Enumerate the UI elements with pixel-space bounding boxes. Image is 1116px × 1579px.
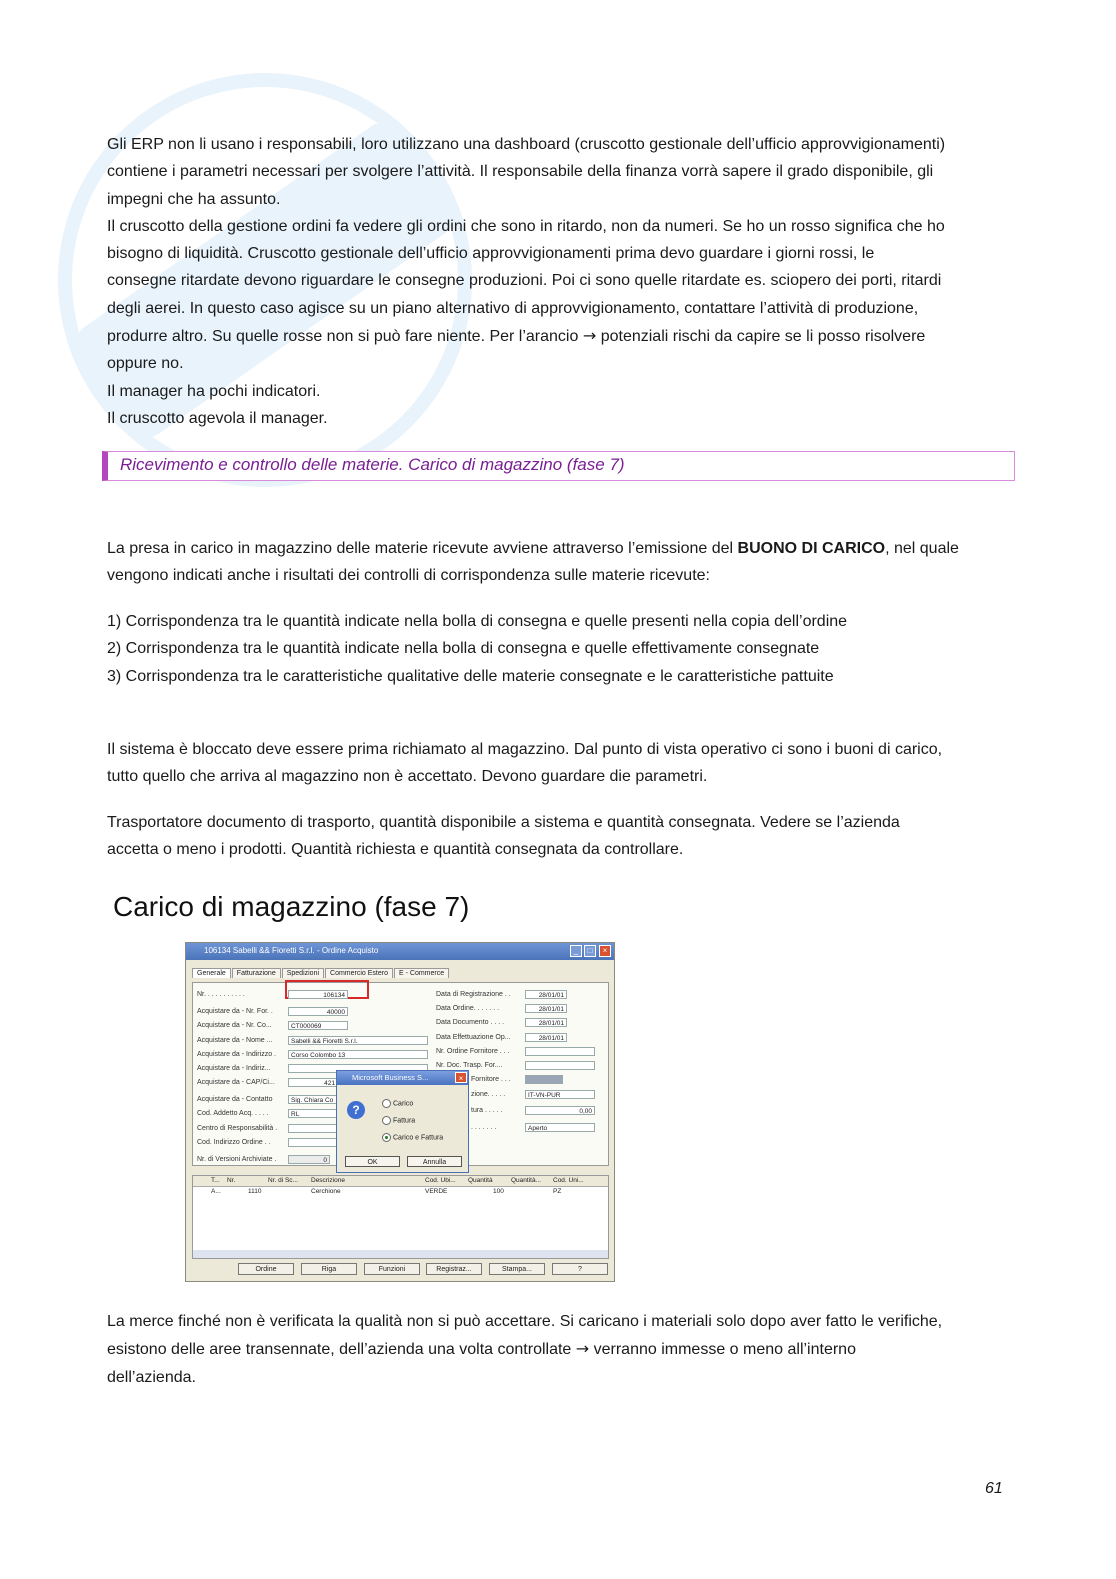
- text-line: tutto quello che arriva al magazzino non è accettato. Devono guardare die parametri.: [107, 768, 708, 786]
- column-header: T...: [211, 1177, 220, 1184]
- field-label: . . . . . . .: [471, 1124, 497, 1131]
- field-label: Data Effettuazione Op...: [436, 1034, 511, 1041]
- status-field: Aperto: [525, 1123, 595, 1132]
- field-label: Acquistare da - Indirizzo .: [197, 1051, 276, 1058]
- text-line: [107, 322, 1007, 350]
- order-number-field: 106134: [288, 990, 348, 999]
- field-label: Nr. Ordine Fornitore . . .: [436, 1048, 510, 1055]
- text-line: Il cruscotto agevola il manager.: [107, 409, 328, 427]
- tab-generale: Generale: [192, 968, 231, 978]
- table-cell: 1110: [248, 1188, 262, 1195]
- dialog-title: Microsoft Business S...: [352, 1073, 429, 1082]
- text-segment: verranno immesse o meno all’interno: [593, 1341, 856, 1359]
- registration-date-field: 28/01/01: [525, 990, 567, 999]
- window-titlebar: [186, 943, 614, 960]
- vendor-order-field: [525, 1047, 595, 1056]
- field-label: Fornitore . . .: [471, 1076, 511, 1083]
- field-label: Acquistare da - Indiriz...: [197, 1065, 271, 1072]
- text-line: Il cruscotto della gestione ordini fa vedere gli ordini che sono in ritardo, non da numeri. Se ho un rosso significa che ho: [107, 217, 945, 235]
- field-label: Acquistare da - CAP/Ci...: [197, 1079, 275, 1086]
- address-field: Corso Colombo 13: [288, 1050, 428, 1059]
- text-line: contiene i parametri necessari per svolgere l’attività. Il responsabile della finanza vorrà sapere il grado disponibile, gli: [107, 163, 934, 181]
- arrow-icon: →: [575, 1339, 590, 1359]
- table-cell: 100: [493, 1188, 504, 1195]
- tab-commercio-estero: Commercio Estero: [325, 968, 393, 978]
- order-date-field: 28/01/01: [525, 1004, 567, 1013]
- ok-button: OK: [345, 1156, 400, 1167]
- text-line: consegne ritardate devono riguardare le consegne produzioni. Poi ci sono quelle ritardate es. sciopero dei porti, ritardi: [107, 272, 942, 290]
- transport-doc-field: [525, 1061, 595, 1070]
- help-button: ?: [552, 1263, 608, 1275]
- horizontal-scrollbar: [193, 1250, 608, 1258]
- list-item: 2) Corrispondenza tra le quantità indicate nella bolla di consegna e quelle effettivamente consegnate: [107, 640, 820, 658]
- page-number: 61: [985, 1480, 1003, 1497]
- field-label: Data Documento . . . .: [436, 1019, 505, 1026]
- field-label: Nr. di Versioni Archiviate .: [197, 1156, 277, 1163]
- column-header: Quantità: [468, 1177, 493, 1184]
- dialog-close-icon: ×: [455, 1072, 467, 1083]
- invoice-amount-field: 0,00: [525, 1106, 595, 1115]
- text-line: dell’azienda.: [107, 1368, 196, 1386]
- arrow-icon: →: [582, 326, 597, 346]
- dialog-titlebar: [337, 1071, 468, 1085]
- column-header: Descrizione: [311, 1177, 345, 1184]
- text-line: Il sistema è bloccato deve essere prima richiamato al magazzino. Dal punto di vista operativo ci sono i buoni di carico,: [107, 741, 943, 758]
- column-header: Nr.: [227, 1177, 236, 1184]
- text-line: accetta o meno i prodotti. Quantità richiesta e quantità consegnata da controllare.: [107, 841, 684, 859]
- contact-field: Sig. Chiara Co: [288, 1095, 338, 1104]
- field-label: Centro di Responsabilità .: [197, 1125, 278, 1132]
- close-icon: ×: [599, 945, 611, 957]
- trasporto-paragraph: [107, 809, 1007, 864]
- text-line: Gli ERP non li usano i responsabili, loro utilizzano una dashboard (cruscotto gestionale dell’ufficio approvvigionamenti): [107, 136, 946, 153]
- text-line: La merce finché non è verificata la qualità non si può accettare. Si caricano i materiali solo dopo aver fatto le verifiche,: [107, 1313, 943, 1330]
- document-date-field: 28/01/01: [525, 1018, 567, 1027]
- question-icon: ?: [347, 1101, 365, 1119]
- field-label: Acquistare da - Nome ...: [197, 1037, 273, 1044]
- text-segment: La presa in carico in magazzino delle materie ricevute avviene attraverso l’emissione del: [107, 540, 738, 557]
- print-button: Stampa...: [489, 1263, 545, 1275]
- table-cell: Cerchione: [311, 1188, 341, 1195]
- column-header: Quantità...: [511, 1177, 541, 1184]
- tab-spedizioni: Spedizioni: [282, 968, 324, 978]
- list-item: 1) Corrispondenza tra le quantità indicate nella bolla di consegna e quelle presenti nella copia dell’ordine: [107, 613, 848, 630]
- option-fattura: [382, 1116, 415, 1125]
- slide-title: Carico di magazzino (fase 7): [113, 891, 470, 922]
- list-item: 3) Corrispondenza tra le caratteristiche qualitative delle materie consegnate e le caratteristiche pattuite: [107, 667, 834, 685]
- order-address-field: [288, 1138, 338, 1147]
- functions-menu-button: Funzioni: [364, 1263, 420, 1275]
- column-header: Cod. Ubi...: [425, 1177, 456, 1184]
- order-menu-button: Ordine: [238, 1263, 294, 1275]
- text-line: degli aerei. In questo caso agisce su un piano alternativo di approvvigionamento, contattare l’attività di produzione,: [107, 299, 919, 317]
- contact-number-field: CT000069: [288, 1021, 348, 1030]
- field-label: Acquistare da - Contatto: [197, 1096, 273, 1103]
- text-line: Il manager ha pochi indicatori.: [107, 382, 321, 400]
- field-label: tura . . . . .: [471, 1107, 503, 1114]
- posting-group-field: IT-VN-PUR: [525, 1090, 595, 1099]
- text-line: Trasportatore documento di trasporto, quantità disponibile a sistema e quantità consegnata. Vedere se l’azienda: [107, 814, 900, 831]
- tab-e-commerce: E - Commerce: [394, 968, 449, 978]
- correspondence-list: [107, 608, 1007, 690]
- responsibility-center-field: [288, 1124, 338, 1133]
- operation-date-field: 28/01/01: [525, 1033, 567, 1042]
- vendor-name-field: Sabelli && Fioretti S.r.l.: [288, 1036, 428, 1045]
- table-cell: VERDE: [425, 1188, 448, 1195]
- row-menu-button: Riga: [301, 1263, 357, 1275]
- text-line: impegni che ha assunto.: [107, 190, 281, 208]
- minimize-icon: _: [570, 945, 582, 957]
- field-label: Acquistare da - Nr. For. .: [197, 1008, 273, 1015]
- option-carico: [382, 1099, 413, 1108]
- text-line: vengono indicati anche i risultati dei controlli di corrispondenza sulle materie ricevute:: [107, 567, 710, 585]
- table-cell: A...: [211, 1188, 221, 1195]
- option-carico-e-fattura: [382, 1133, 443, 1142]
- text-segment: esistono delle aree transennate, dell’azienda una volta controllate: [107, 1341, 572, 1359]
- column-header: Nr. di Sc...: [268, 1177, 298, 1184]
- posting-dialog: [336, 1070, 469, 1173]
- field-label: Cod. Indirizzo Ordine . .: [197, 1139, 271, 1146]
- buono-paragraph: [107, 535, 1007, 590]
- field-label: Nr. Doc. Trasp. For....: [436, 1062, 503, 1069]
- final-paragraph: [107, 1308, 1007, 1391]
- option-label: Carico: [393, 1100, 414, 1108]
- text-segment: produrre altro. Su quelle rosse non si può fare niente. Per l’arancio: [107, 328, 579, 346]
- text-segment: , nel quale: [885, 540, 959, 557]
- cancel-button: Annulla: [407, 1156, 462, 1167]
- column-header: Cod. Uni...: [553, 1177, 584, 1184]
- field-label: zione. . . . .: [471, 1091, 506, 1098]
- option-label: Fattura: [393, 1117, 416, 1125]
- text-line: oppure no.: [107, 355, 184, 373]
- vendor-number-field: 40000: [288, 1007, 348, 1016]
- vendor-field: [525, 1075, 563, 1084]
- field-label: Data di Registrazione . .: [436, 991, 511, 998]
- option-label: Carico e Fattura: [393, 1134, 444, 1142]
- tab-fatturazione: Fatturazione: [232, 968, 281, 978]
- section-heading-text: Ricevimento e controllo delle materie. Carico di magazzino (fase 7): [120, 455, 625, 474]
- text-segment: potenziali rischi da capire se li posso risolvere: [600, 328, 926, 346]
- grid-header: [193, 1176, 608, 1187]
- text-line: [107, 1335, 1007, 1363]
- order-lines-grid: [192, 1175, 609, 1259]
- bold-term: BUONO DI CARICO: [737, 540, 886, 557]
- maximize-icon: □: [584, 945, 596, 957]
- register-menu-button: Registraz...: [426, 1263, 482, 1275]
- text-line: [107, 535, 1007, 562]
- zip-city-field: 421: [288, 1078, 338, 1087]
- archived-versions-field: 0: [288, 1155, 330, 1164]
- field-label: Acquistare da - Nr. Co...: [197, 1022, 272, 1029]
- erp-window-screenshot: [185, 942, 615, 1282]
- field-label: Cod. Addetto Acq. . . . .: [197, 1110, 269, 1117]
- field-label: Nr. . . . . . . . . . .: [197, 991, 245, 998]
- field-label: Data Ordine. . . . . . .: [436, 1005, 500, 1012]
- buyer-code-field: RL: [288, 1109, 338, 1118]
- table-cell: PZ: [553, 1188, 562, 1195]
- text-line: bisogno di liquidità. Cruscotto gestionale dell’ufficio approvvigionamenti prima devo guardare i giorni rossi, le: [107, 245, 875, 263]
- sistema-paragraph: [107, 736, 1007, 791]
- section-heading: [102, 451, 1015, 481]
- window-title: 106134 Sabelli && Fioretti S.r.l. - Ordine Acquisto: [204, 946, 379, 955]
- intro-paragraph: [107, 131, 1007, 432]
